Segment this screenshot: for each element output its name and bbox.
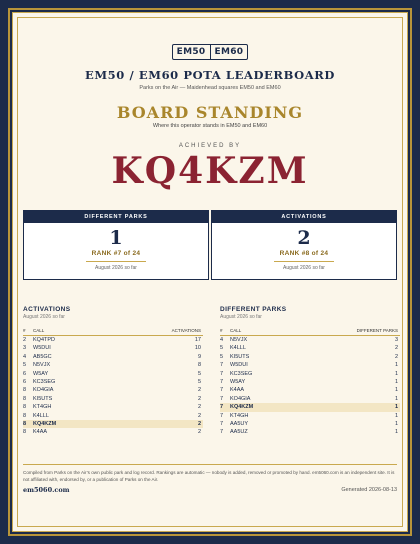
rank-cell: 8 xyxy=(23,387,27,394)
leaderboard-title: ACTIVATIONS xyxy=(23,306,71,313)
leaderboard-header xyxy=(220,328,400,336)
call-cell: K4AA xyxy=(33,429,48,436)
call-cell: N5VJX xyxy=(230,337,248,343)
table-row xyxy=(220,353,400,361)
rank-cell: 7 xyxy=(220,420,224,427)
call-cell: KT4GH xyxy=(33,404,52,411)
call-cell: K4LLL xyxy=(33,412,49,419)
value-cell: 2 xyxy=(394,353,398,360)
rank-cell: 8 xyxy=(23,429,27,436)
table-row xyxy=(220,378,400,386)
rank-cell: 7 xyxy=(220,404,224,411)
value-cell: 8 xyxy=(197,362,201,369)
header-rank: # xyxy=(220,328,223,333)
call-cell: W5DUI xyxy=(230,362,248,369)
rank-cell: 7 xyxy=(220,378,224,385)
rank-cell: 2 xyxy=(23,337,27,343)
value-cell: 3 xyxy=(394,337,398,343)
table-row xyxy=(220,344,400,352)
rank-cell: 5 xyxy=(23,362,27,369)
value-cell: 10 xyxy=(194,345,201,352)
rank-cell: 8 xyxy=(23,404,27,411)
header-value: ACTIVATIONS xyxy=(171,328,201,333)
board-standing-title: BOARD STANDING xyxy=(116,103,304,122)
call-cell: KO4GIA xyxy=(230,395,251,402)
call-cell: W5AY xyxy=(230,378,246,385)
table-row xyxy=(220,361,400,369)
rank-cell: 6 xyxy=(23,370,27,377)
rank-cell: 6 xyxy=(23,378,27,385)
value-cell: 1 xyxy=(394,387,398,394)
rank-cell: 7 xyxy=(220,370,224,377)
table-row xyxy=(23,378,203,386)
header-call: CALL xyxy=(33,328,45,333)
operator-callsign: KQ4KZM xyxy=(111,150,309,192)
card-note: August 2026 so far xyxy=(95,265,137,271)
call-cell: KI5UTS xyxy=(33,395,53,402)
table-row xyxy=(220,412,400,420)
rank-cell: 8 xyxy=(23,420,27,427)
call-cell: KT4GH xyxy=(230,412,249,419)
card-rank: RANK #7 of 24 xyxy=(91,250,141,257)
leaderboard-note: August 2026 so far xyxy=(220,314,262,320)
value-cell: 2 xyxy=(197,420,201,427)
page-title: EM50 / EM60 POTA LEADERBOARD xyxy=(84,68,335,82)
table-row xyxy=(23,395,203,403)
card-rank: RANK #8 of 24 xyxy=(279,250,329,257)
rank-cell: 5 xyxy=(220,345,224,352)
grid-square-logo xyxy=(172,44,249,60)
value-cell: 2 xyxy=(197,429,201,436)
table-row xyxy=(23,412,203,420)
table-row xyxy=(23,344,203,352)
card-different-parks xyxy=(23,210,209,280)
leaderboard-title: DIFFERENT PARKS xyxy=(220,306,287,313)
rank-cell: 8 xyxy=(23,412,27,419)
call-cell: AA5UY xyxy=(230,420,249,427)
logo-right: EM60 xyxy=(210,45,248,59)
table-row xyxy=(220,370,400,378)
rank-cell: 7 xyxy=(220,395,224,402)
card-activations xyxy=(211,210,397,280)
table-row xyxy=(220,386,400,394)
call-cell: KQ4KZM xyxy=(230,404,254,411)
logo xyxy=(0,44,420,60)
table-row xyxy=(23,370,203,378)
call-cell: K4LLL xyxy=(230,345,246,352)
value-cell: 1 xyxy=(394,362,398,369)
card-divider xyxy=(274,261,334,262)
table-row xyxy=(23,428,203,436)
table-row xyxy=(23,353,203,361)
rank-cell: 8 xyxy=(23,395,27,402)
value-cell: 1 xyxy=(394,412,398,419)
leaderboard-header xyxy=(23,328,203,336)
card-value: 1 xyxy=(109,227,123,249)
leaderboard-note: August 2026 so far xyxy=(23,314,65,320)
value-cell: 1 xyxy=(394,378,398,385)
logo-left: EM50 xyxy=(176,47,206,57)
value-cell: 2 xyxy=(394,345,398,352)
card-value: 2 xyxy=(297,227,311,249)
call-cell: KQ4TPD xyxy=(33,337,56,343)
rank-cell: 7 xyxy=(220,429,224,436)
value-cell: 1 xyxy=(394,429,398,436)
table-row xyxy=(220,420,400,428)
call-cell: KO4GIA xyxy=(33,387,54,394)
value-cell: 2 xyxy=(197,395,201,402)
call-cell: W5DUI xyxy=(33,345,51,352)
value-cell: 2 xyxy=(197,412,201,419)
rank-cell: 7 xyxy=(220,387,224,394)
rank-cell: 7 xyxy=(220,412,224,419)
value-cell: 1 xyxy=(394,420,398,427)
footer-disclaimer: Compiled from Parks on the Air’s own public park and log record. Rankings are automatic — nobody is added, removed or promoted by hand. em5060.com is an independent site. It is not affiliated with, endorsed by, or a publication of Parks on the Air. xyxy=(23,470,395,482)
card-header: ACTIVATIONS xyxy=(212,211,396,223)
table-row xyxy=(23,386,203,394)
card-note: August 2026 so far xyxy=(283,265,325,271)
value-cell: 1 xyxy=(394,404,398,411)
call-cell: KI5UTS xyxy=(230,353,250,360)
header-call: CALL xyxy=(230,328,242,333)
value-cell: 9 xyxy=(197,353,201,360)
call-cell: KQ4KZM xyxy=(33,420,57,427)
value-cell: 1 xyxy=(394,395,398,402)
rank-cell: 3 xyxy=(23,345,27,352)
site-link[interactable]: em5060.com xyxy=(23,486,70,494)
call-cell: KC3SEG xyxy=(33,378,56,385)
call-cell: AB5GC xyxy=(33,353,52,360)
card-divider xyxy=(86,261,146,262)
rank-cell: 4 xyxy=(23,353,27,360)
activations-leaderboard xyxy=(23,306,203,437)
rank-cell: 7 xyxy=(220,362,224,369)
call-cell: AA5UZ xyxy=(230,429,248,436)
page-subtitle: Parks on the Air — Maidenhead squares EM50 and EM60 xyxy=(139,85,281,91)
table-row xyxy=(23,403,203,411)
rank-cell: 4 xyxy=(220,337,224,343)
header-value: DIFFERENT PARKS xyxy=(356,328,398,333)
card-header: DIFFERENT PARKS xyxy=(24,211,208,223)
table-row-highlighted xyxy=(23,420,203,428)
call-cell: K4AA xyxy=(230,387,245,394)
call-cell: KC3SEG xyxy=(230,370,253,377)
table-row xyxy=(220,395,400,403)
achieved-by-label: ACHIEVED BY xyxy=(178,143,242,149)
value-cell: 1 xyxy=(394,370,398,377)
table-row xyxy=(23,336,203,344)
table-row xyxy=(23,361,203,369)
call-cell: N5VJX xyxy=(33,362,51,369)
call-cell: W5AY xyxy=(33,370,49,377)
table-row xyxy=(220,428,400,436)
leaderboard-rows xyxy=(220,336,400,437)
value-cell: 2 xyxy=(197,404,201,411)
rank-cell: 5 xyxy=(220,353,224,360)
table-row-highlighted xyxy=(220,403,400,411)
different-parks-leaderboard xyxy=(220,306,400,437)
header-rank: # xyxy=(23,328,26,333)
board-standing-subtitle: Where this operator stands in EM50 and EM60 xyxy=(152,123,268,129)
value-cell: 5 xyxy=(197,370,201,377)
value-cell: 17 xyxy=(194,337,201,343)
footer-divider xyxy=(23,464,397,465)
leaderboard-rows xyxy=(23,336,203,437)
table-row xyxy=(220,336,400,344)
generated-date: Generated 2026-08-13 xyxy=(341,487,397,493)
value-cell: 5 xyxy=(197,378,201,385)
value-cell: 2 xyxy=(197,387,201,394)
